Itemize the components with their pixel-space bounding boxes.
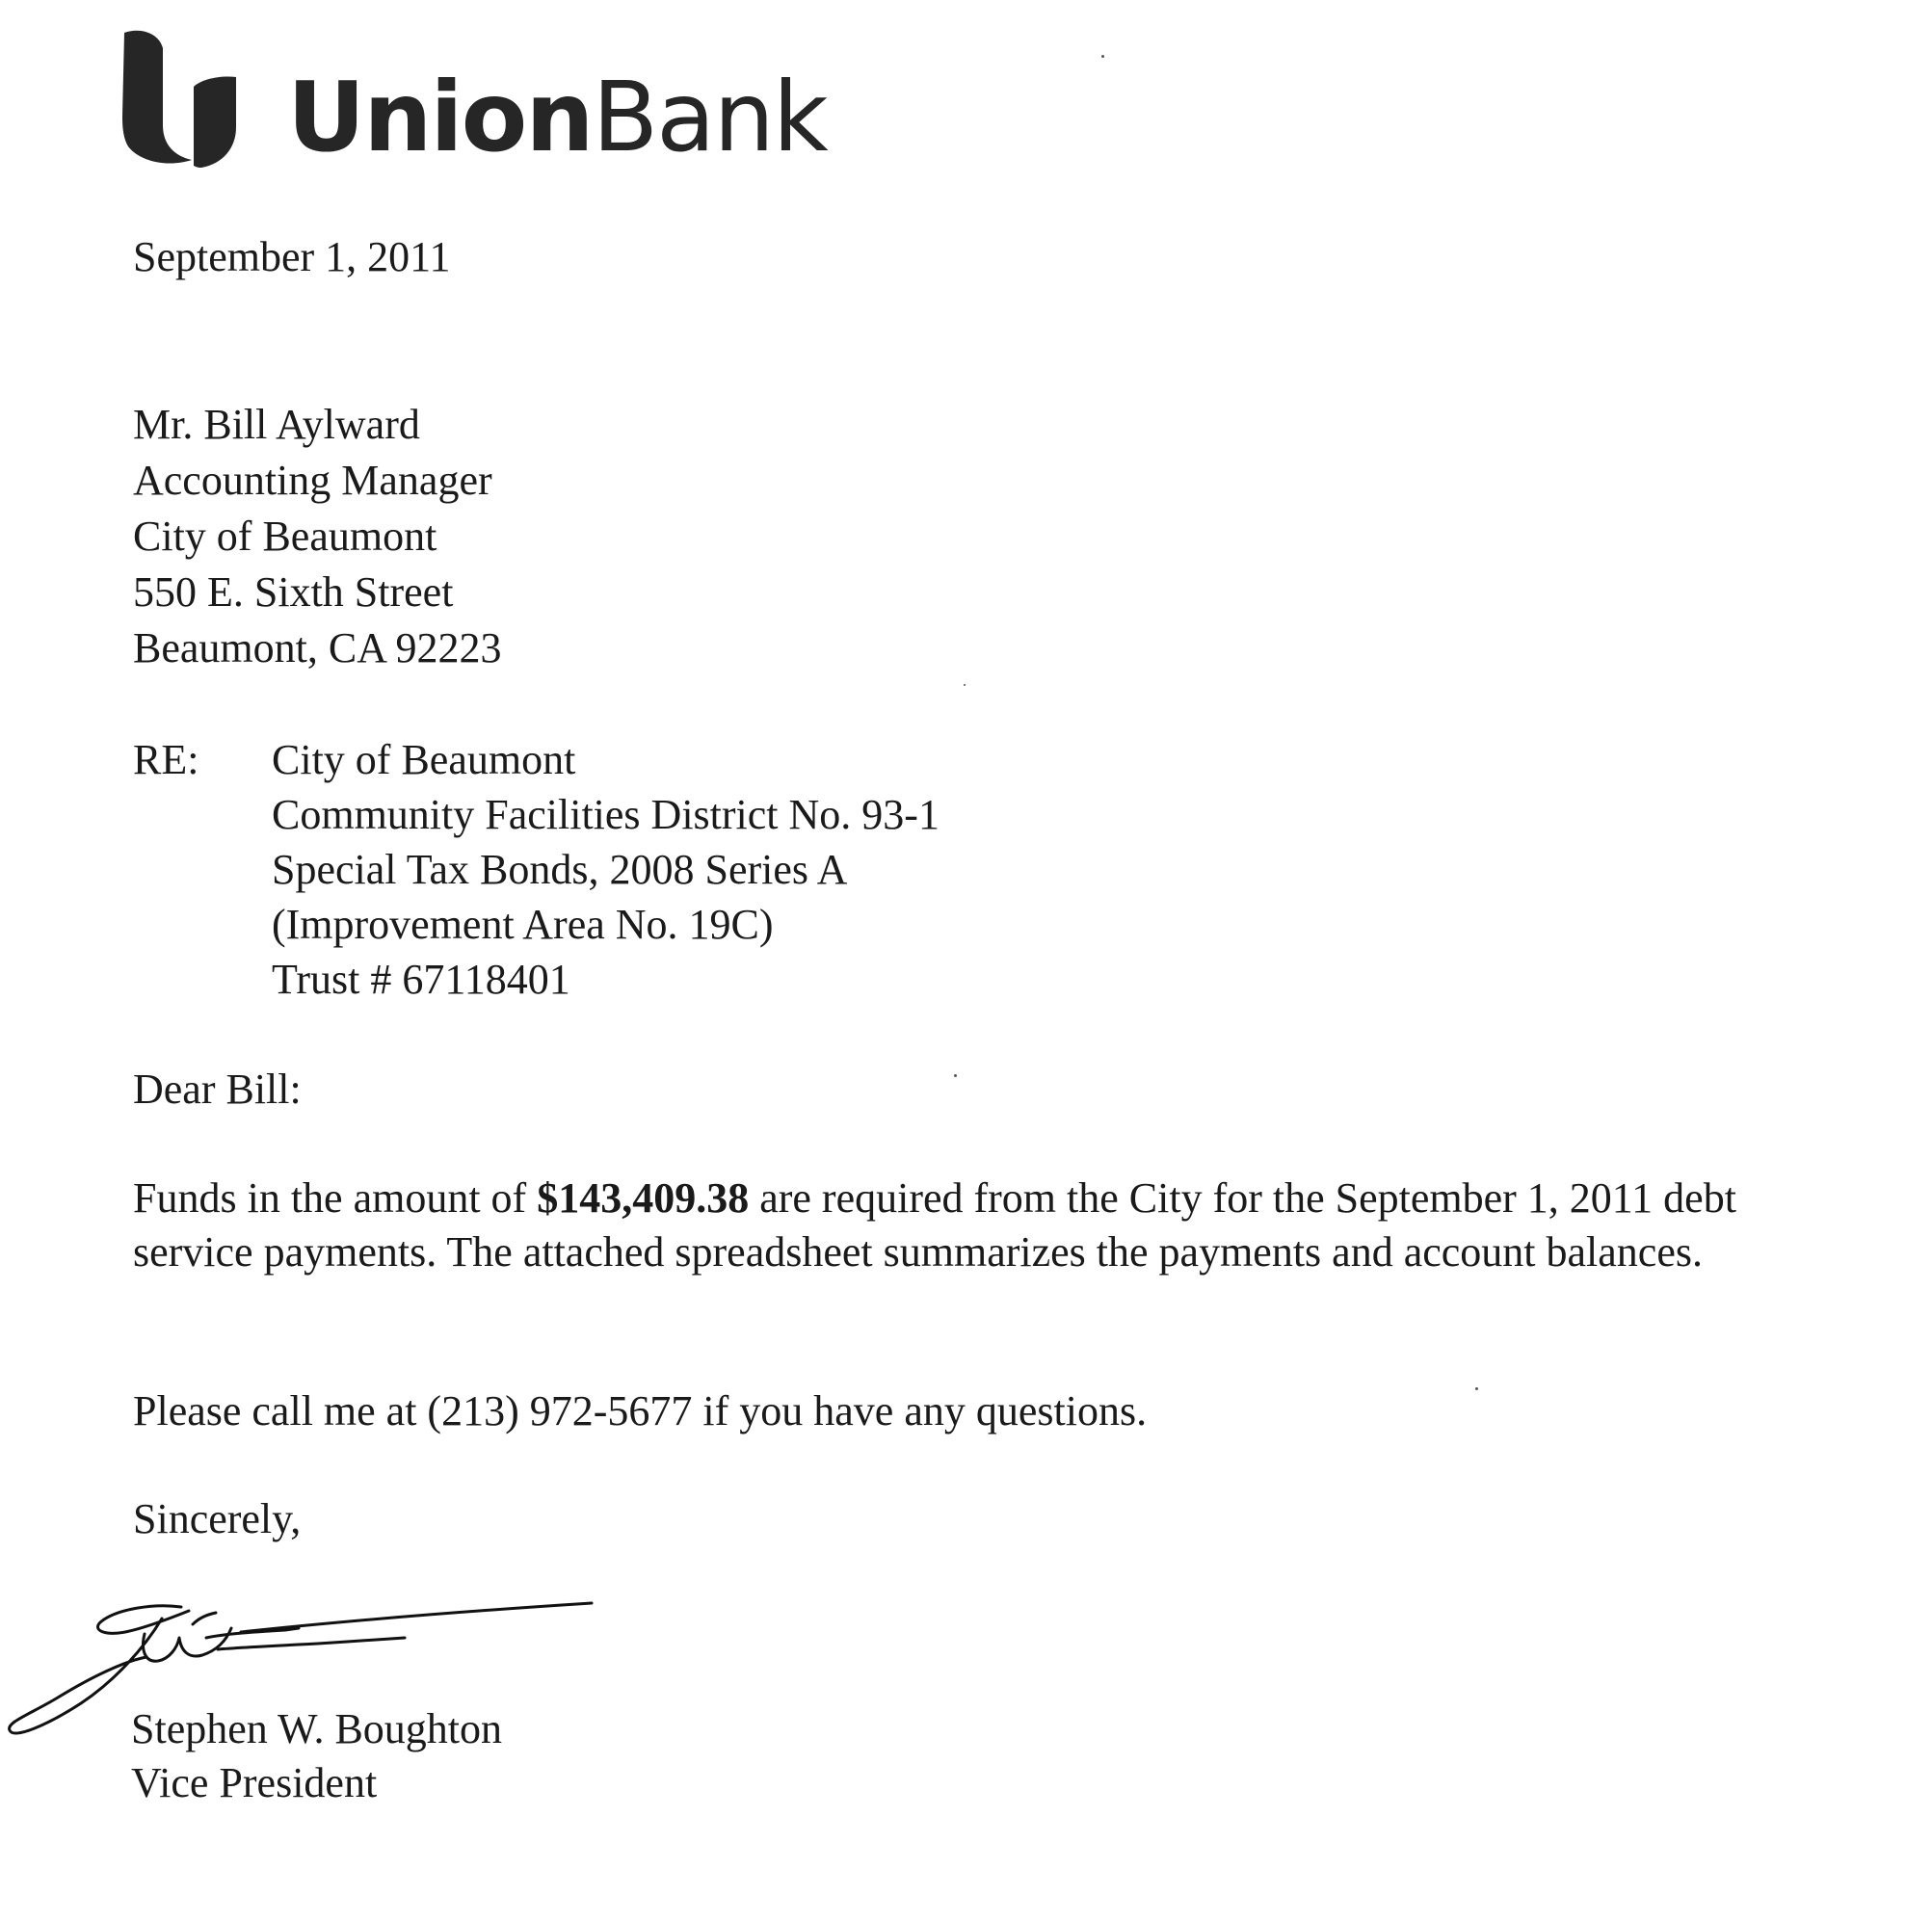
re-line: Trust # 67118401 (272, 956, 570, 1003)
re-subject (272, 732, 940, 1007)
signer-block (131, 1701, 502, 1809)
body-paragraph-1 (133, 1171, 1736, 1278)
recipient-street: 550 E. Sixth Street (133, 568, 454, 616)
recipient-city-state-zip: Beaumont, CA 92223 (133, 624, 502, 671)
body-paragraph-1-line-2: service payments. The attached spreadsheet summarizes the payments and account balances. (133, 1228, 1703, 1276)
scan-speck (1475, 1387, 1478, 1390)
re-line: (Improvement Area No. 19C) (272, 901, 774, 948)
union-bank-logo-icon (120, 27, 238, 170)
bank-brand-name (287, 61, 827, 173)
body-paragraph-1-line-1 (133, 1171, 1736, 1224)
scan-speck (1101, 55, 1104, 58)
re-line: Community Facilities District No. 93-1 (272, 791, 940, 838)
brand-regular: Bank (592, 61, 827, 173)
brand-bold: Union (287, 61, 593, 173)
re-label: RE: (133, 736, 199, 783)
amount-trail-text: are required from the City for the September 1, 2011 debt (749, 1174, 1736, 1222)
salutation: Dear Bill: (133, 1066, 302, 1113)
re-line: City of Beaumont (272, 736, 576, 783)
signer-name: Stephen W. Boughton (131, 1705, 503, 1752)
required-amount: $143,409.38 (537, 1174, 750, 1222)
recipient-name: Mr. Bill Aylward (133, 401, 420, 448)
scan-speck (964, 684, 966, 686)
re-line: Special Tax Bonds, 2008 Series A (272, 846, 848, 893)
recipient-organization: City of Beaumont (133, 513, 437, 560)
closing: Sincerely, (133, 1495, 302, 1542)
recipient-title: Accounting Manager (133, 457, 492, 504)
letter-date: September 1, 2011 (133, 233, 451, 280)
scan-speck (954, 1074, 957, 1077)
body-paragraph-2: Please call me at (213) 972-5677 if you have any questions. (133, 1387, 1148, 1435)
amount-lead-text: Funds in the amount of (133, 1174, 538, 1222)
recipient-address (133, 397, 502, 676)
signer-title: Vice President (131, 1759, 378, 1806)
